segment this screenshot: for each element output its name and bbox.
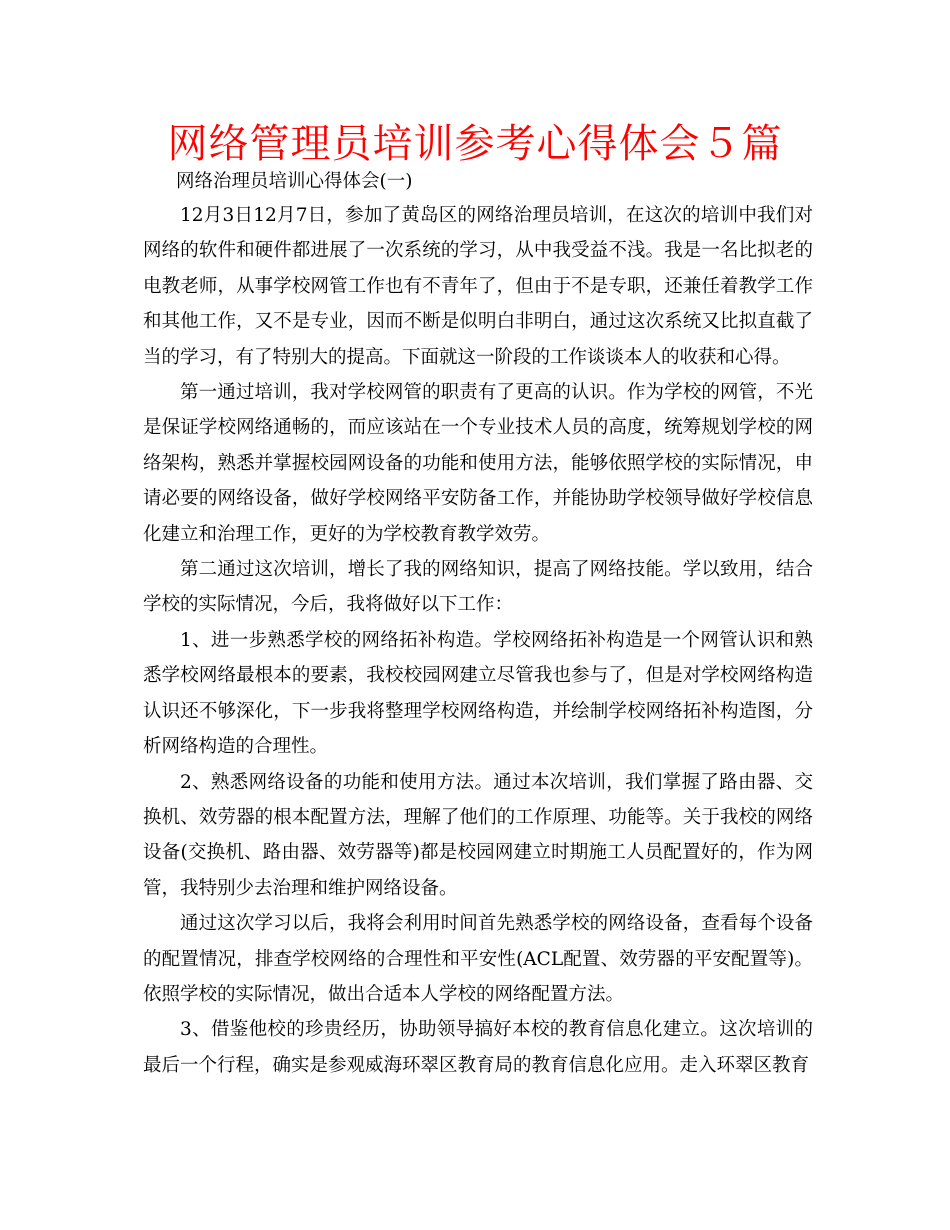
paragraph: 第一通过培训，我对学校网管的职责有了更高的认识。作为学校的网管，不光是保证学校网络通畅的，而应该站在一个专业技术人员的高度，统筹规划学校的网络架构，熟悉并掌握校园网设备的功能和使用方法，能够依照学校的实际情况，申请必要的网络设备，做好学校网络平安防备工作，并能协助学校领导做好学校信息化建立和治理工作，更好的为学校教育教学效劳。 [143,382,813,545]
paragraph: 通过这次学习以后，我将会利用时间首先熟悉学校的网络设备，查看每个设备的配置情况，排查学校网络的合理性和平安性(ACL配置、效劳器的平安配置等)。依照学校的实际情况，做出合适本人学校的网络配置方法。 [143,913,813,1005]
paragraph: 1、进一步熟悉学校的网络拓补构造。学校网络拓补构造是一个网管认识和熟悉学校网络最根本的要素，我校校园网建立尽管我也参与了，但是对学校网络构造认识还不够深化，下一步我将整理学校网络构造，并绘制学校网络拓补构造图，分析网络构造的合理性。 [143,629,813,758]
section-subtitle: 网络治理员培训心得体会(一) [176,171,413,192]
document-title: 网络管理员培训参考心得体会５篇 [167,121,783,167]
paragraph: 第二通过这次培训，增长了我的网络知识，提高了网络技能。学以致用，结合学校的实际情况，今后，我将做好以下工作： [143,559,813,616]
document-body [143,198,813,1083]
paragraph: 2、熟悉网络设备的功能和使用方法。通过本次培训，我们掌握了路由器、交换机、效劳器的根本配置方法，理解了他们的工作原理、功能等。关于我校的网络设备(交换机、路由器、效劳器等)都是校园网建立时期施工人员配置好的，作为网管，我特别少去治理和维护网络设备。 [143,771,813,899]
paragraph: 3、借鉴他校的珍贵经历，协助领导搞好本校的教育信息化建立。这次培训的最后一个行程，确实是参观威海环翠区教育局的教育信息化应用。走入环翠区教育 [143,1019,813,1076]
paragraph: 12月3日12月7日，参加了黄岛区的网络治理员培训，在这次的培训中我们对网络的软件和硬件都进展了一次系统的学习，从中我受益不浅。我是一名比拟老的电教老师，从事学校网管工作也有不青年了，但由于不是专职，还兼任着教学工作和其他工作，又不是专业，因而不断是似明白非明白，通过这次系统又比拟直截了当的学习，有了特别大的提高。下面就这一阶段的工作谈谈本人的收获和心得。 [143,205,813,368]
